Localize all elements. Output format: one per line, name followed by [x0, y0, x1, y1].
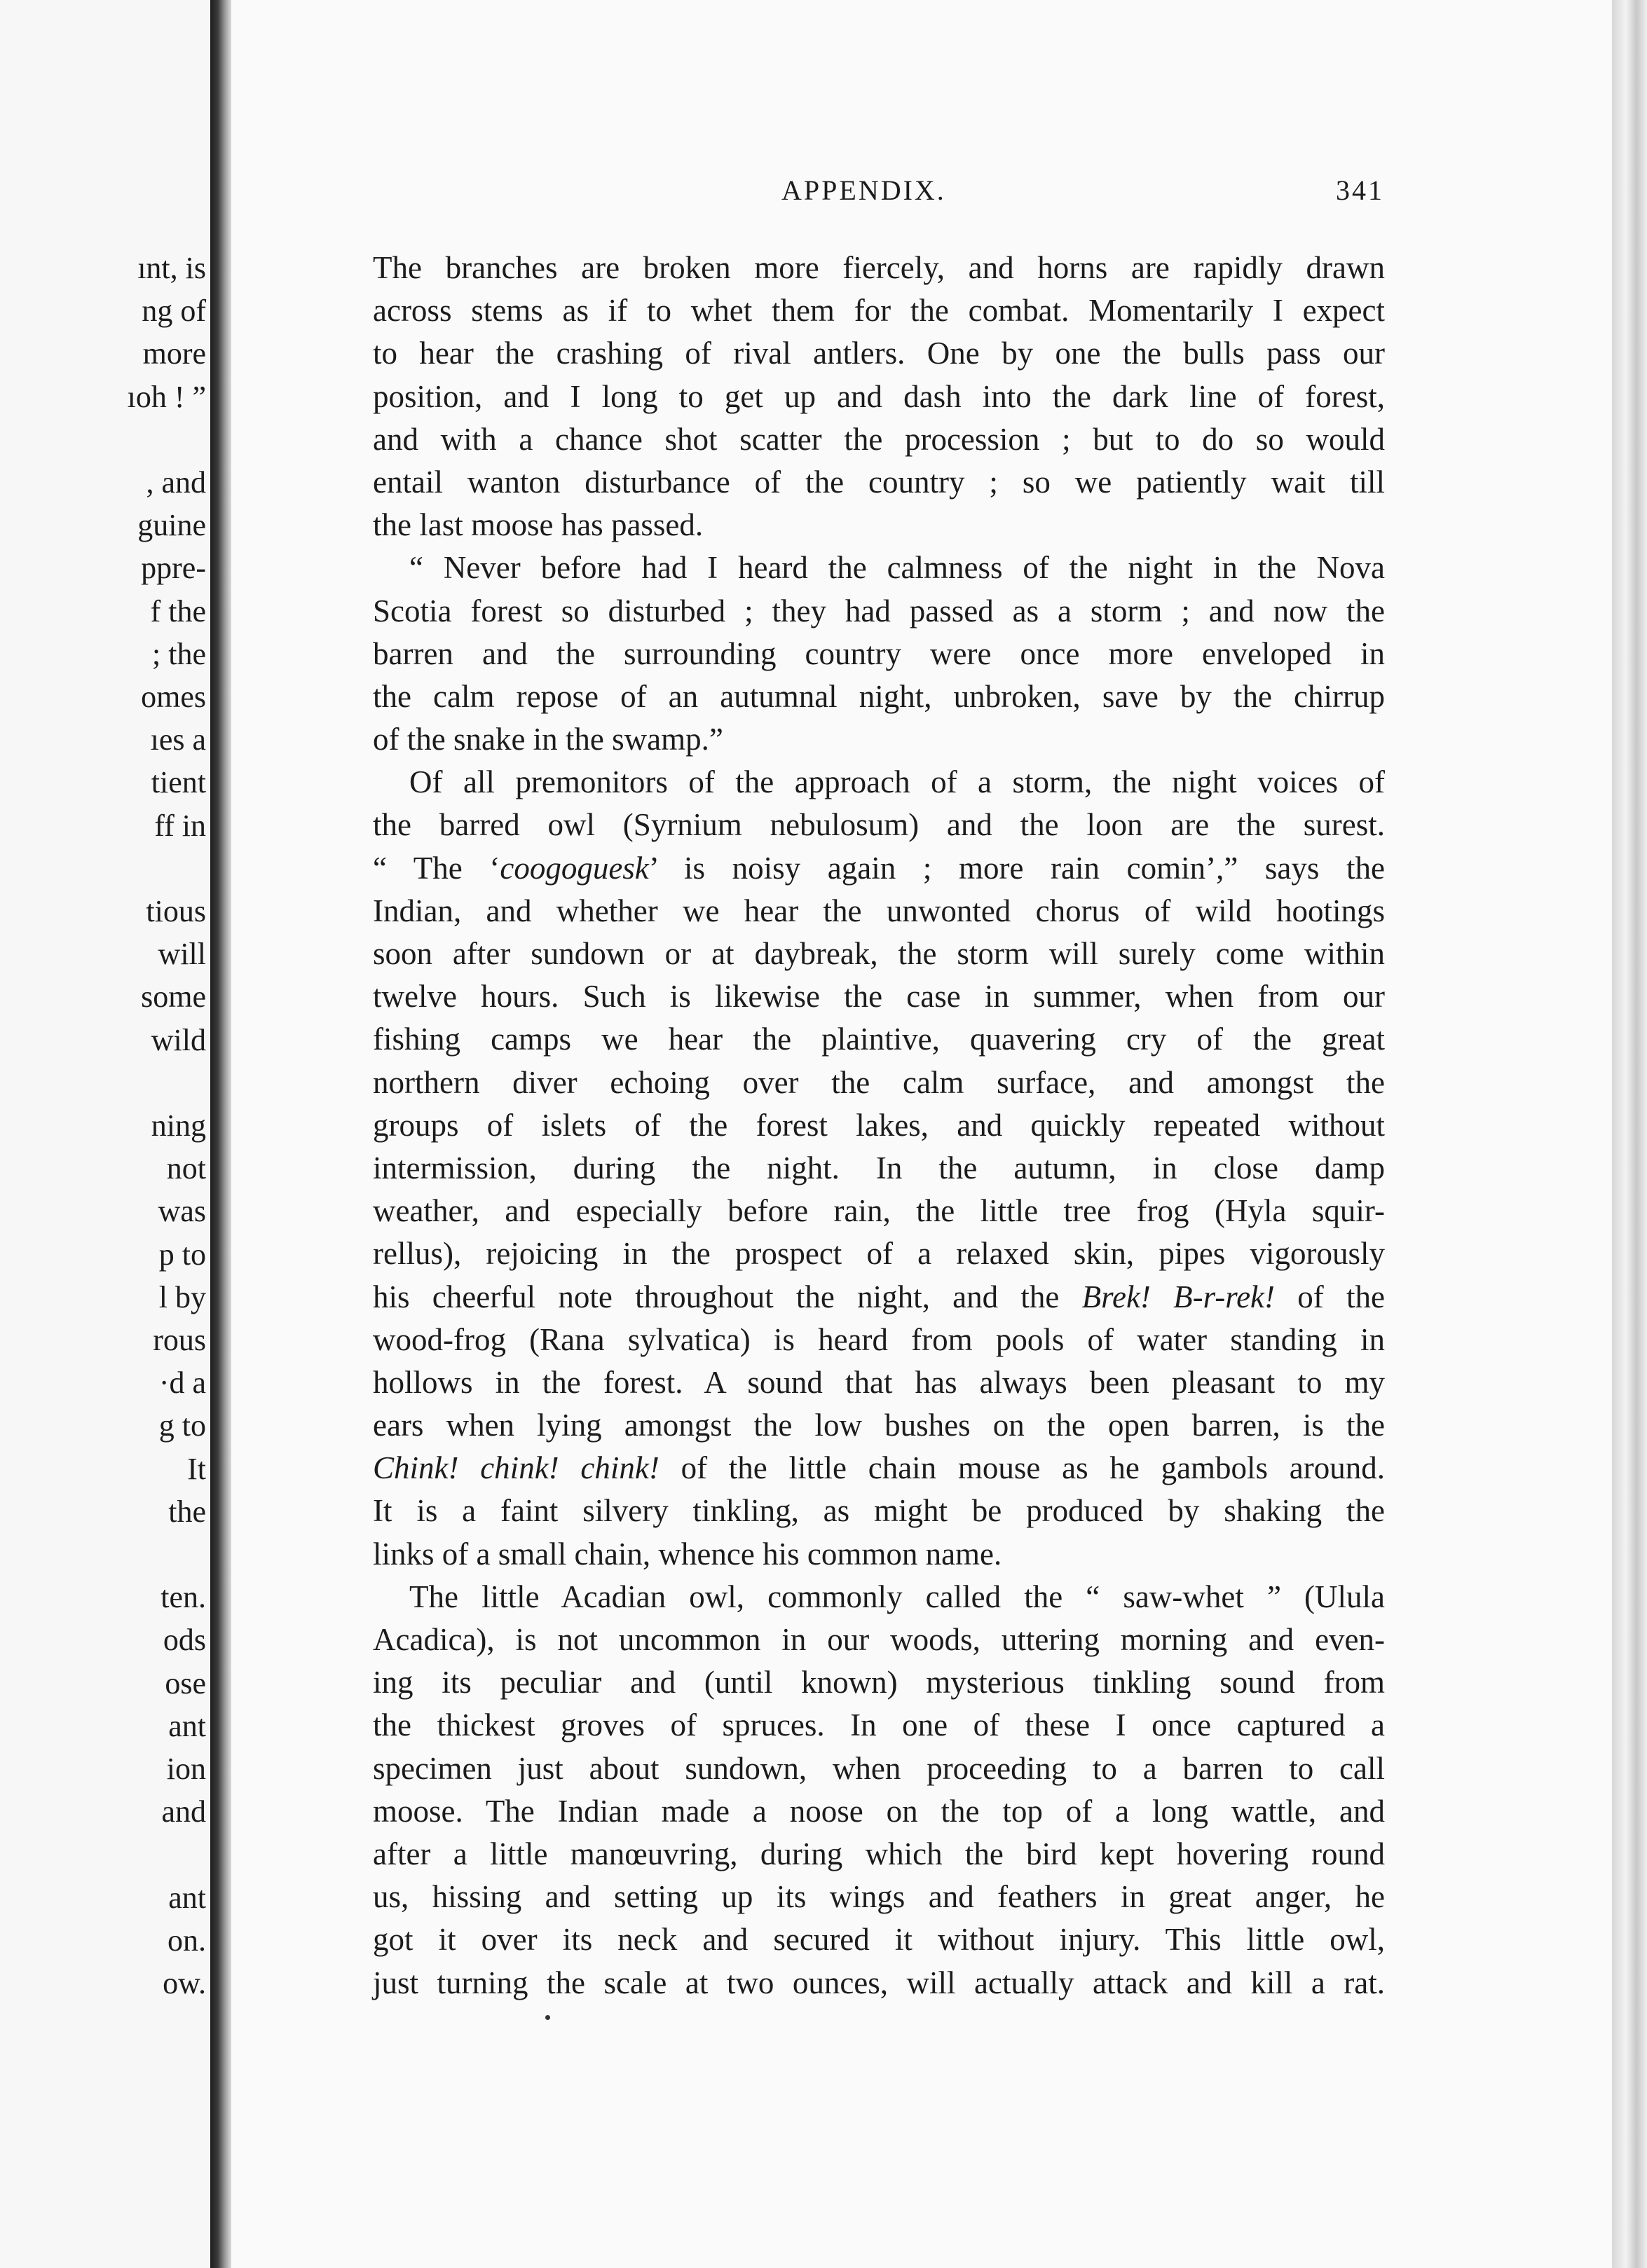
- text-run: of the: [1275, 1279, 1385, 1314]
- page-edge-right: [1612, 0, 1647, 2268]
- page-header: [375, 174, 1384, 223]
- text-line: entail wanton disturbance of the country ; so we patiently wait till: [373, 464, 1385, 500]
- text-line: Scotia forest so disturbed ; they had passed as a storm ; and now the: [373, 593, 1385, 628]
- book-gutter: [210, 0, 231, 2268]
- text-line: the calm repose of an autumnal night, unbroken, save by the chirrup: [373, 678, 1385, 714]
- text-run: of the little chain mouse as he gambols around.: [659, 1450, 1386, 1486]
- previous-page-fragment: ınt, is: [137, 251, 206, 285]
- previous-page-fragment: tious: [146, 894, 206, 928]
- previous-page-fragment: ff in: [154, 808, 206, 843]
- body-text: [373, 247, 1385, 2005]
- text-line: specimen just about sundown, when proceeding to a barren to call: [373, 1750, 1385, 1786]
- previous-page-fragment: will: [158, 937, 206, 972]
- previous-page-fragment: tient: [151, 765, 206, 800]
- previous-page-fragment: and: [161, 1794, 206, 1829]
- previous-page-fragment: rous: [153, 1323, 206, 1357]
- text-line: ing its peculiar and (until known) mysterious tinkling sound from: [373, 1665, 1385, 1700]
- text-line: the barred owl (Syrnium nebulosum) and the loon are the surest.: [373, 807, 1385, 843]
- previous-page-edge: [0, 0, 210, 2268]
- previous-page-fragment: ıes a: [150, 722, 206, 757]
- text-line: the thickest groves of spruces. In one of these I once captured a: [373, 1707, 1385, 1743]
- text-line: barren and the surrounding country were once more enveloped in: [373, 635, 1385, 671]
- text-line: The branches are broken more fiercely, and horns are rapidly drawn: [373, 250, 1385, 285]
- text-line: the last moose has passed.: [373, 507, 704, 543]
- text-line: The little Acadian owl, commonly called the “ saw-whet ” (Ulula: [409, 1579, 1385, 1614]
- text-line: Indian, and whether we hear the unwonted chorus of wild hootings: [373, 893, 1385, 928]
- previous-page-fragment: ods: [163, 1623, 206, 1658]
- previous-page-fragment: ıoh ! ”: [127, 379, 206, 414]
- text-line: links of a small chain, whence his common name.: [373, 1536, 1002, 1572]
- previous-page-fragment: ; the: [152, 636, 206, 671]
- text-line: soon after sundown or at daybreak, the storm will surely come within: [373, 936, 1385, 971]
- previous-page-fragment: the: [168, 1494, 206, 1529]
- ink-speck: [545, 2015, 550, 2020]
- previous-page-fragment: g to: [158, 1408, 206, 1443]
- previous-page-fragment: ow.: [163, 1966, 206, 2000]
- text-line: position, and I long to get up and dash into the dark line of forest,: [373, 378, 1385, 414]
- page-number: 341: [1336, 174, 1384, 206]
- previous-page-fragment: not: [166, 1151, 206, 1186]
- previous-page-fragment: wild: [151, 1022, 206, 1057]
- text-line: Acadica), is not uncommon in our woods, uttering morning and even-: [373, 1622, 1385, 1657]
- text-line: across stems as if to whet them for the combat. Momentarily I expect: [373, 293, 1385, 329]
- text-line: us, hissing and setting up its wings and feathers in great anger, he: [373, 1879, 1385, 1915]
- text-line: hollows in the forest. A sound that has always been pleasant to my: [373, 1364, 1385, 1400]
- previous-page-fragment: more: [142, 336, 206, 371]
- previous-page-fragment: ten.: [160, 1580, 206, 1615]
- previous-page-fragment: It: [187, 1451, 206, 1486]
- previous-page-fragment: guine: [137, 508, 206, 543]
- previous-page-fragment: ng of: [142, 294, 206, 329]
- previous-page-fragment: ning: [151, 1108, 206, 1143]
- text-line: ears when lying amongst the low bushes on the open barren, is the: [373, 1408, 1385, 1443]
- previous-page-fragment: , and: [146, 465, 206, 500]
- text-line: after a little manœuvring, during which the bird kept hovering round: [373, 1836, 1385, 1871]
- text-line: just turning the scale at two ounces, will actually attack and kill a rat.: [373, 1965, 1385, 2000]
- previous-page-fragment: on.: [168, 1923, 206, 1958]
- text-line: northern diver echoing over the calm surface, and amongst the: [373, 1064, 1385, 1100]
- previous-page-fragment: was: [158, 1194, 206, 1229]
- previous-page-fragment: omes: [141, 680, 206, 714]
- previous-page-fragment: ion: [166, 1752, 206, 1786]
- text-line: It is a faint silvery tinkling, as might be produced by shaking the: [373, 1493, 1385, 1529]
- text-line: of the snake in the swamp.”: [373, 722, 723, 757]
- text-line: [373, 1276, 1385, 1319]
- text-line: “ Never before had I heard the calmness of the night in the Nova: [409, 550, 1385, 586]
- text-line: fishing camps we hear the plaintive, quavering cry of the great: [373, 1022, 1385, 1057]
- text-line: wood-frog (Rana sylvatica) is heard from pools of water standing in: [373, 1321, 1385, 1357]
- text-line: twelve hours. Such is likewise the case in summer, when from our: [373, 979, 1385, 1015]
- text-line: moose. The Indian made a noose on the top of a long wattle, and: [373, 1793, 1385, 1829]
- running-title: APPENDIX.: [781, 174, 946, 206]
- text-line: to hear the crashing of rival antlers. One by one the bulls pass our: [373, 336, 1385, 371]
- previous-page-fragment: l by: [158, 1279, 206, 1314]
- italic-phrase: Chink! chink! chink!: [373, 1450, 660, 1486]
- previous-page-fragment: ppre-: [141, 551, 206, 586]
- italic-phrase: Brek! B-r-rek!: [1081, 1279, 1276, 1314]
- text-line: weather, and especially before rain, the little tree frog (Hyla squir-: [373, 1193, 1385, 1229]
- previous-page-fragment: p to: [158, 1237, 206, 1272]
- text-run: his cheerful note throughout the night, and the: [373, 1279, 1082, 1314]
- previous-page-fragment: some: [141, 980, 206, 1015]
- text-line: got it over its neck and secured it without injury. This little owl,: [373, 1922, 1385, 1958]
- text-line: rellus), rejoicing in the prospect of a relaxed skin, pipes vigorously: [373, 1236, 1385, 1272]
- text-run: “ The ‘: [373, 850, 500, 886]
- previous-page-fragment: ant: [168, 1880, 206, 1915]
- text-run: ’ is noisy again ; more rain comin’,” says the: [648, 850, 1385, 886]
- text-line: and with a chance shot scatter the procession ; but to do so would: [373, 421, 1385, 457]
- text-line: groups of islets of the forest lakes, and quickly repeated without: [373, 1107, 1385, 1143]
- previous-page-fragment: ·d a: [158, 1366, 206, 1401]
- text-line: Of all premonitors of the approach of a storm, the night voices of: [409, 764, 1385, 800]
- previous-page-fragment: ant: [168, 1708, 206, 1743]
- previous-page-fragment: ose: [165, 1665, 206, 1700]
- text-line: [373, 1447, 1385, 1490]
- italic-word: coogoguesk: [500, 850, 649, 886]
- text-line: [373, 847, 1385, 890]
- text-line: intermission, during the night. In the autumn, in close damp: [373, 1150, 1385, 1185]
- previous-page-fragment: f the: [150, 593, 206, 628]
